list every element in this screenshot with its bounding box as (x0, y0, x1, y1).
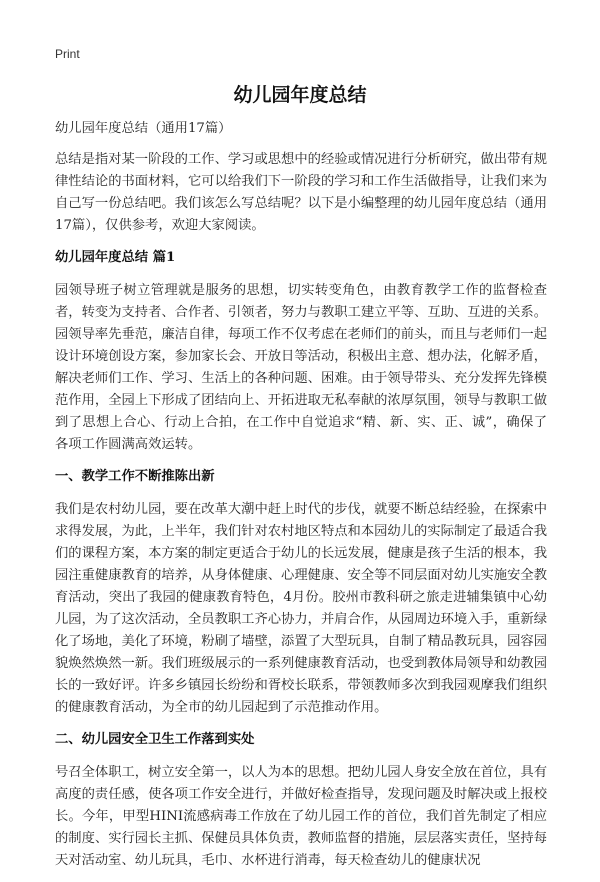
heading-teaching: 一、教学工作不断推陈出新 (55, 469, 215, 484)
intro-paragraph: 总结是指对某一阶段的工作、学习或思想中的经验或情况进行分析研究，做出带有规律性结论的书面材料，它可以给我们下一阶段的学习和工作生活做指导，让我们来为自己写一份总结吧。我们该怎么写总结呢？以下是小编整理的幼儿园年度总结（通用17篇），仅供参考，欢迎大家阅读。 (55, 152, 547, 233)
document-body (55, 118, 547, 882)
section-1-paragraph: 园领导班子树立管理就是服务的思想，切实转变角色，由教育教学工作的监督检查者，转变为支持者、合作者、引领者，努力与教职工建立平等、互助、互进的关系。园领导率先垂范，廉洁自律，每项工作不仅考虑在老师们的前头，而且与老师们一起设计环境创设方案，参加家长会、开放日等活动，积极出主意、想办法，化解矛盾，解决老师们工作、学习、生活上的各种问题、困难。由于领导带头、充分发挥先锋模范作用，全园上下形成了团结向上、开拓进取无私奉献的浓厚氛围，领导与教职工做到了思想上合心、行动上合拍，在工作中自觉追求“精、新、实、正、诚”，确保了各项工作圆满高效运转。 (55, 283, 547, 452)
subtitle: 幼儿园年度总结（通用17篇） (55, 121, 232, 136)
heading-safety: 二、幼儿园安全卫生工作落到实处 (55, 732, 255, 747)
safety-paragraph: 号召全体职工，树立安全第一，以人为本的思想。把幼儿园人身安全放在首位，具有高度的责任感，使各项工作安全进行，并做好检查指导，发现问题及时解决或上报校长。今年，甲型HINI流感病毒工作放在了幼儿园工作的首位，我们首先制定了相应的制度、实行园长主抓、保健员具体负责，教师监督的措施，层层落实责任，坚持每天对活动室、幼儿玩具，毛巾、水杯进行消毒，每天检查幼儿的健康状况 (55, 765, 547, 868)
document-title: 幼儿园年度总结 (233, 84, 367, 106)
teaching-paragraph: 我们是农村幼儿园，要在改革大潮中赶上时代的步伐，就要不断总结经验，在探索中求得发展，为此，上半年，我们针对农村地区特点和本园幼儿的实际制定了最适合我们的课程方案，本方案的制定更适合于幼儿的长远发展，健康是孩子生活的根本，我园注重健康教育的培养，从身体健康、心理健康、安全等不同层面对幼儿实施安全教育活动，突出了我园的健康教育特色，4月份。胶州市教科研之旅走进辅集镇中心幼儿园，为了这次活动，全员教职工齐心协力，并肩合作，从园周边环境入手，重新绿化了场地，美化了环境，粉刷了墙壁，添置了大型玩具，自制了精品教玩具，园容园貌焕然焕然一新。我们班级展示的一系列健康教育活动，也受到教体局领导和幼教园长的一致好评。许多乡镇园长纷纷和胥校长联系，带领教师多次到我园观摩我们组织的健康教育活动，为全市的幼儿园起到了示范推动作用。 (55, 502, 547, 715)
print-link[interactable]: Print (55, 47, 80, 61)
section-heading-1: 幼儿园年度总结 篇1 (55, 250, 176, 265)
